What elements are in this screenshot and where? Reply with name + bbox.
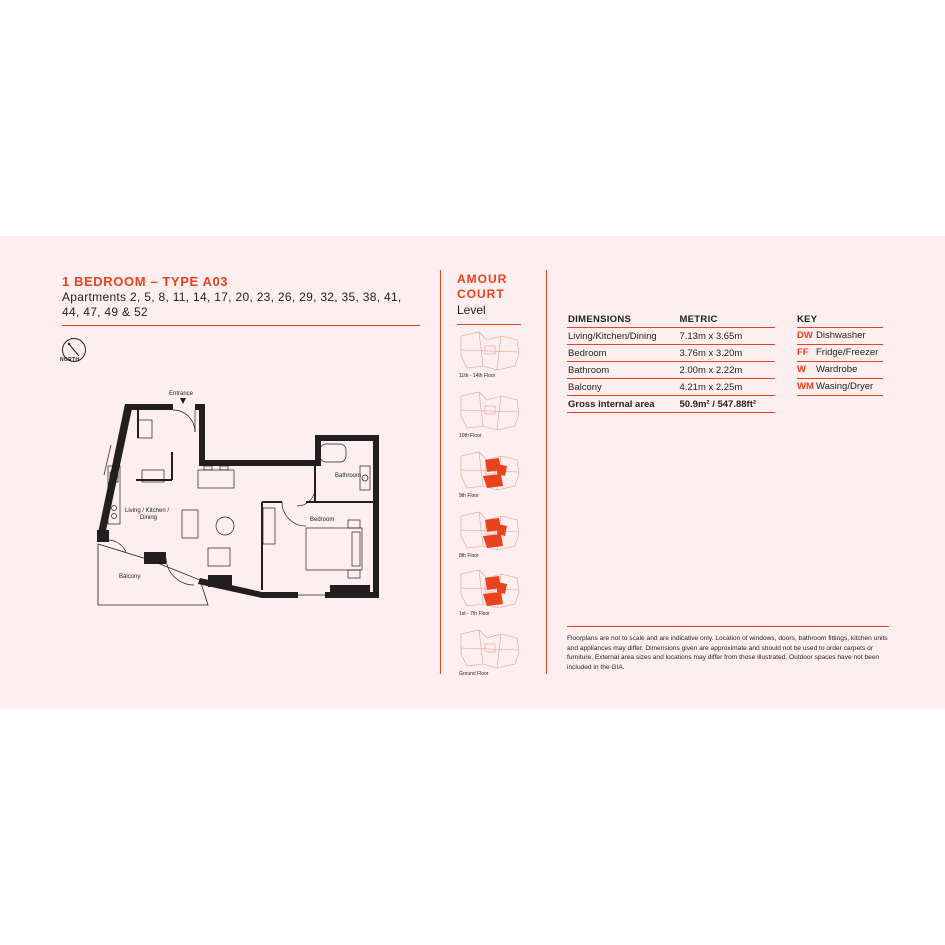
compass-label: NORTH xyxy=(60,357,80,363)
plan-label-entrance: Entrance xyxy=(169,391,194,397)
room-name: Balcony xyxy=(567,379,678,396)
level-label: 10th Floor xyxy=(459,433,482,439)
level-plan-icon xyxy=(457,390,523,432)
level-thumbnail xyxy=(457,568,523,617)
level-plan-icon xyxy=(457,628,523,670)
level-thumbnail xyxy=(457,450,523,499)
level-thumbnail xyxy=(457,628,523,677)
key-label: Dishwasher xyxy=(816,330,866,341)
room-metric: 3.76m x 3.20m xyxy=(678,345,775,362)
floor-plan xyxy=(70,380,390,615)
column-divider-right xyxy=(546,270,547,674)
key-header: KEY xyxy=(797,312,883,328)
apartment-list: Apartments 2, 5, 8, 11, 14, 17, 20, 23, 26, 29, 32, 35, 38, 41, 44, 47, 49 & 52 xyxy=(62,290,402,319)
level-heading: Level xyxy=(457,303,486,317)
dimensions-table xyxy=(567,312,775,413)
heading-divider xyxy=(62,325,420,326)
plan-label-balcony: Balcony xyxy=(119,574,141,580)
room-metric: 4.21m x 2.25m xyxy=(678,379,775,396)
level-plan-icon xyxy=(457,450,523,492)
level-plan-icon xyxy=(457,510,523,552)
room-name: Bathroom xyxy=(567,362,678,379)
plan-label-bedroom: Bedroom xyxy=(310,517,335,523)
gross-area-label: Gross internal area xyxy=(567,396,678,413)
gross-area-row xyxy=(567,396,775,413)
level-label: 11th - 14th Floor xyxy=(459,373,496,379)
key-code: W xyxy=(797,364,806,375)
plan-label-dining: Dining xyxy=(140,515,158,521)
level-plan-icon xyxy=(457,568,523,610)
key-item xyxy=(797,345,883,362)
column-divider-left xyxy=(440,270,441,674)
key-item xyxy=(797,362,883,379)
key-label: Wasing/Dryer xyxy=(816,381,874,392)
key-item xyxy=(797,328,883,345)
table-row xyxy=(567,328,775,345)
level-label: 8th Floor xyxy=(459,553,479,559)
level-thumbnail xyxy=(457,330,523,379)
room-metric: 7.13m x 3.65m xyxy=(678,328,775,345)
dimensions-header: DIMENSIONS xyxy=(567,312,678,328)
level-divider xyxy=(457,324,521,325)
disclaimer-divider xyxy=(567,626,889,627)
key-code: DW xyxy=(797,330,813,341)
level-label: 9th Floor xyxy=(459,493,479,499)
level-plan-icon xyxy=(457,330,523,372)
level-thumbnail xyxy=(457,390,523,439)
table-row xyxy=(567,345,775,362)
table-row xyxy=(567,362,775,379)
gross-area-value: 50.9m² / 547.88ft² xyxy=(678,396,775,413)
key-label: Fridge/Freezer xyxy=(816,347,879,358)
plan-label-living: Living / Kitchen / xyxy=(125,508,170,514)
room-name: Living/Kitchen/Dining xyxy=(567,328,678,345)
room-name: Bedroom xyxy=(567,345,678,362)
entrance-arrow-icon xyxy=(180,398,186,404)
page-title: 1 BEDROOM – TYPE A03 xyxy=(62,274,229,289)
level-label: 1st - 7th Floor xyxy=(459,611,490,617)
level-thumbnail xyxy=(457,510,523,559)
metric-header: METRIC xyxy=(678,312,775,328)
key-item xyxy=(797,379,883,396)
building-name-line1: AMOUR xyxy=(457,272,508,286)
table-row xyxy=(567,379,775,396)
plan-label-bathroom: Bathroom xyxy=(335,473,362,479)
building-name-line2: COURT xyxy=(457,287,505,301)
key-legend xyxy=(797,312,883,396)
building-name xyxy=(457,272,507,302)
key-code: WM xyxy=(797,381,814,392)
key-label: Wardrobe xyxy=(816,364,858,375)
key-code: FF xyxy=(797,347,809,358)
level-label: Ground Floor xyxy=(459,671,489,677)
room-metric: 2.00m x 2.22m xyxy=(678,362,775,379)
disclaimer-text: Floorplans are not to scale and are indicative only. Location of windows, doors, bathroom fittings, kitchen units and appliances may differ. Dimensions given are approximate and should not be used to order carpets or furniture. External area sizes and locations may differ from those illustrated. Outdoor spaces have not been included in the GIA. xyxy=(567,635,888,671)
